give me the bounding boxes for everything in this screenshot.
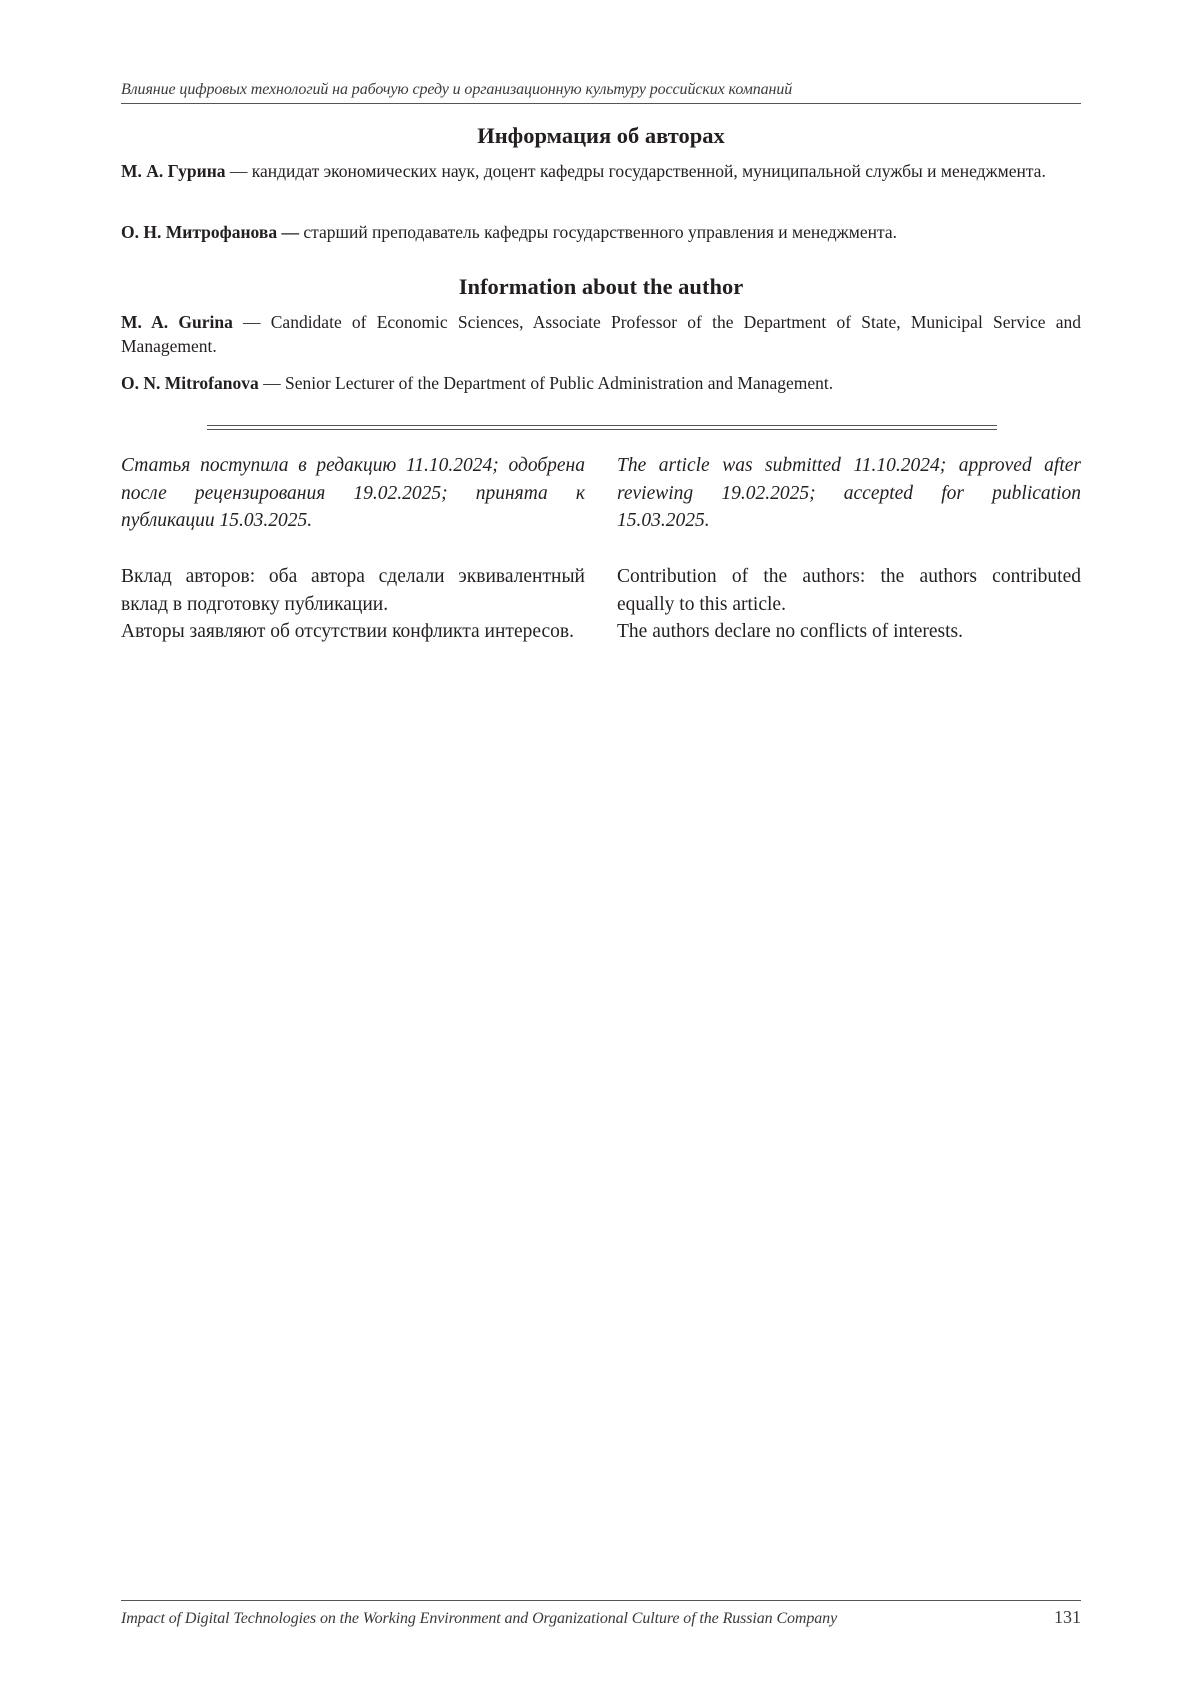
ru-conflict-text: Авторы заявляют об отсутствии конфликта интересов. bbox=[121, 621, 574, 642]
author-name: M. A. Gurina bbox=[121, 312, 233, 332]
author-description: — кандидат экономических наук, доцент кафедры государственной, муниципальной службы и менеджмента. bbox=[225, 161, 1046, 181]
running-header: Влияние цифровых технологий на рабочую среду и организационную культуру российских компаний bbox=[121, 81, 793, 98]
author-bio-ru-2 bbox=[121, 220, 1081, 244]
footer-rule bbox=[121, 1600, 1081, 1601]
author-bio-ru-1 bbox=[121, 159, 1081, 183]
en-contribution-text: Contribution of the authors: the authors contributed equally to this article. bbox=[617, 566, 1081, 615]
ru-contribution-text: Вклад авторов: оба автора сделали эквивалентный вклад в подготовку публикации. bbox=[121, 566, 585, 615]
authors-ru-title: Информация об авторах bbox=[477, 123, 725, 148]
header-rule bbox=[121, 103, 1081, 104]
author-description: старший преподаватель кафедры государственного управления и менеджмента. bbox=[298, 222, 897, 242]
author-description: — Senior Lecturer of the Department of Public Administration and Management. bbox=[258, 373, 834, 393]
en-contribution bbox=[617, 563, 1081, 646]
ru-dates: Статья поступила в редакцию 11.10.2024; одобрена после рецензирования 19.02.2025; принята к публикации 15.03.2025. bbox=[121, 455, 585, 531]
author-bio-en-1 bbox=[121, 310, 1081, 358]
author-name: О. Н. Митрофанова — bbox=[121, 222, 299, 242]
author-description: — Candidate of Economic Sciences, Associate Professor of the Department of State, Municipal Service and Management. bbox=[121, 312, 1081, 356]
ru-contribution bbox=[121, 563, 585, 646]
running-footer: Impact of Digital Technologies on the Working Environment and Organizational Culture of the Russian Company bbox=[121, 1610, 838, 1627]
author-name: М. А. Гурина bbox=[121, 161, 226, 181]
en-conflict-text: The authors declare no conflicts of interests. bbox=[617, 621, 964, 642]
page-number: 131 bbox=[1054, 1607, 1081, 1627]
section-divider bbox=[207, 425, 997, 430]
en-dates: The article was submitted 11.10.2024; approved after reviewing 19.02.2025; accepted for publication 15.03.2025. bbox=[617, 455, 1081, 531]
authors-en-title: Information about the author bbox=[458, 274, 744, 299]
author-name: O. N. Mitrofanova bbox=[121, 373, 259, 393]
author-bio-en-2 bbox=[121, 371, 1081, 395]
